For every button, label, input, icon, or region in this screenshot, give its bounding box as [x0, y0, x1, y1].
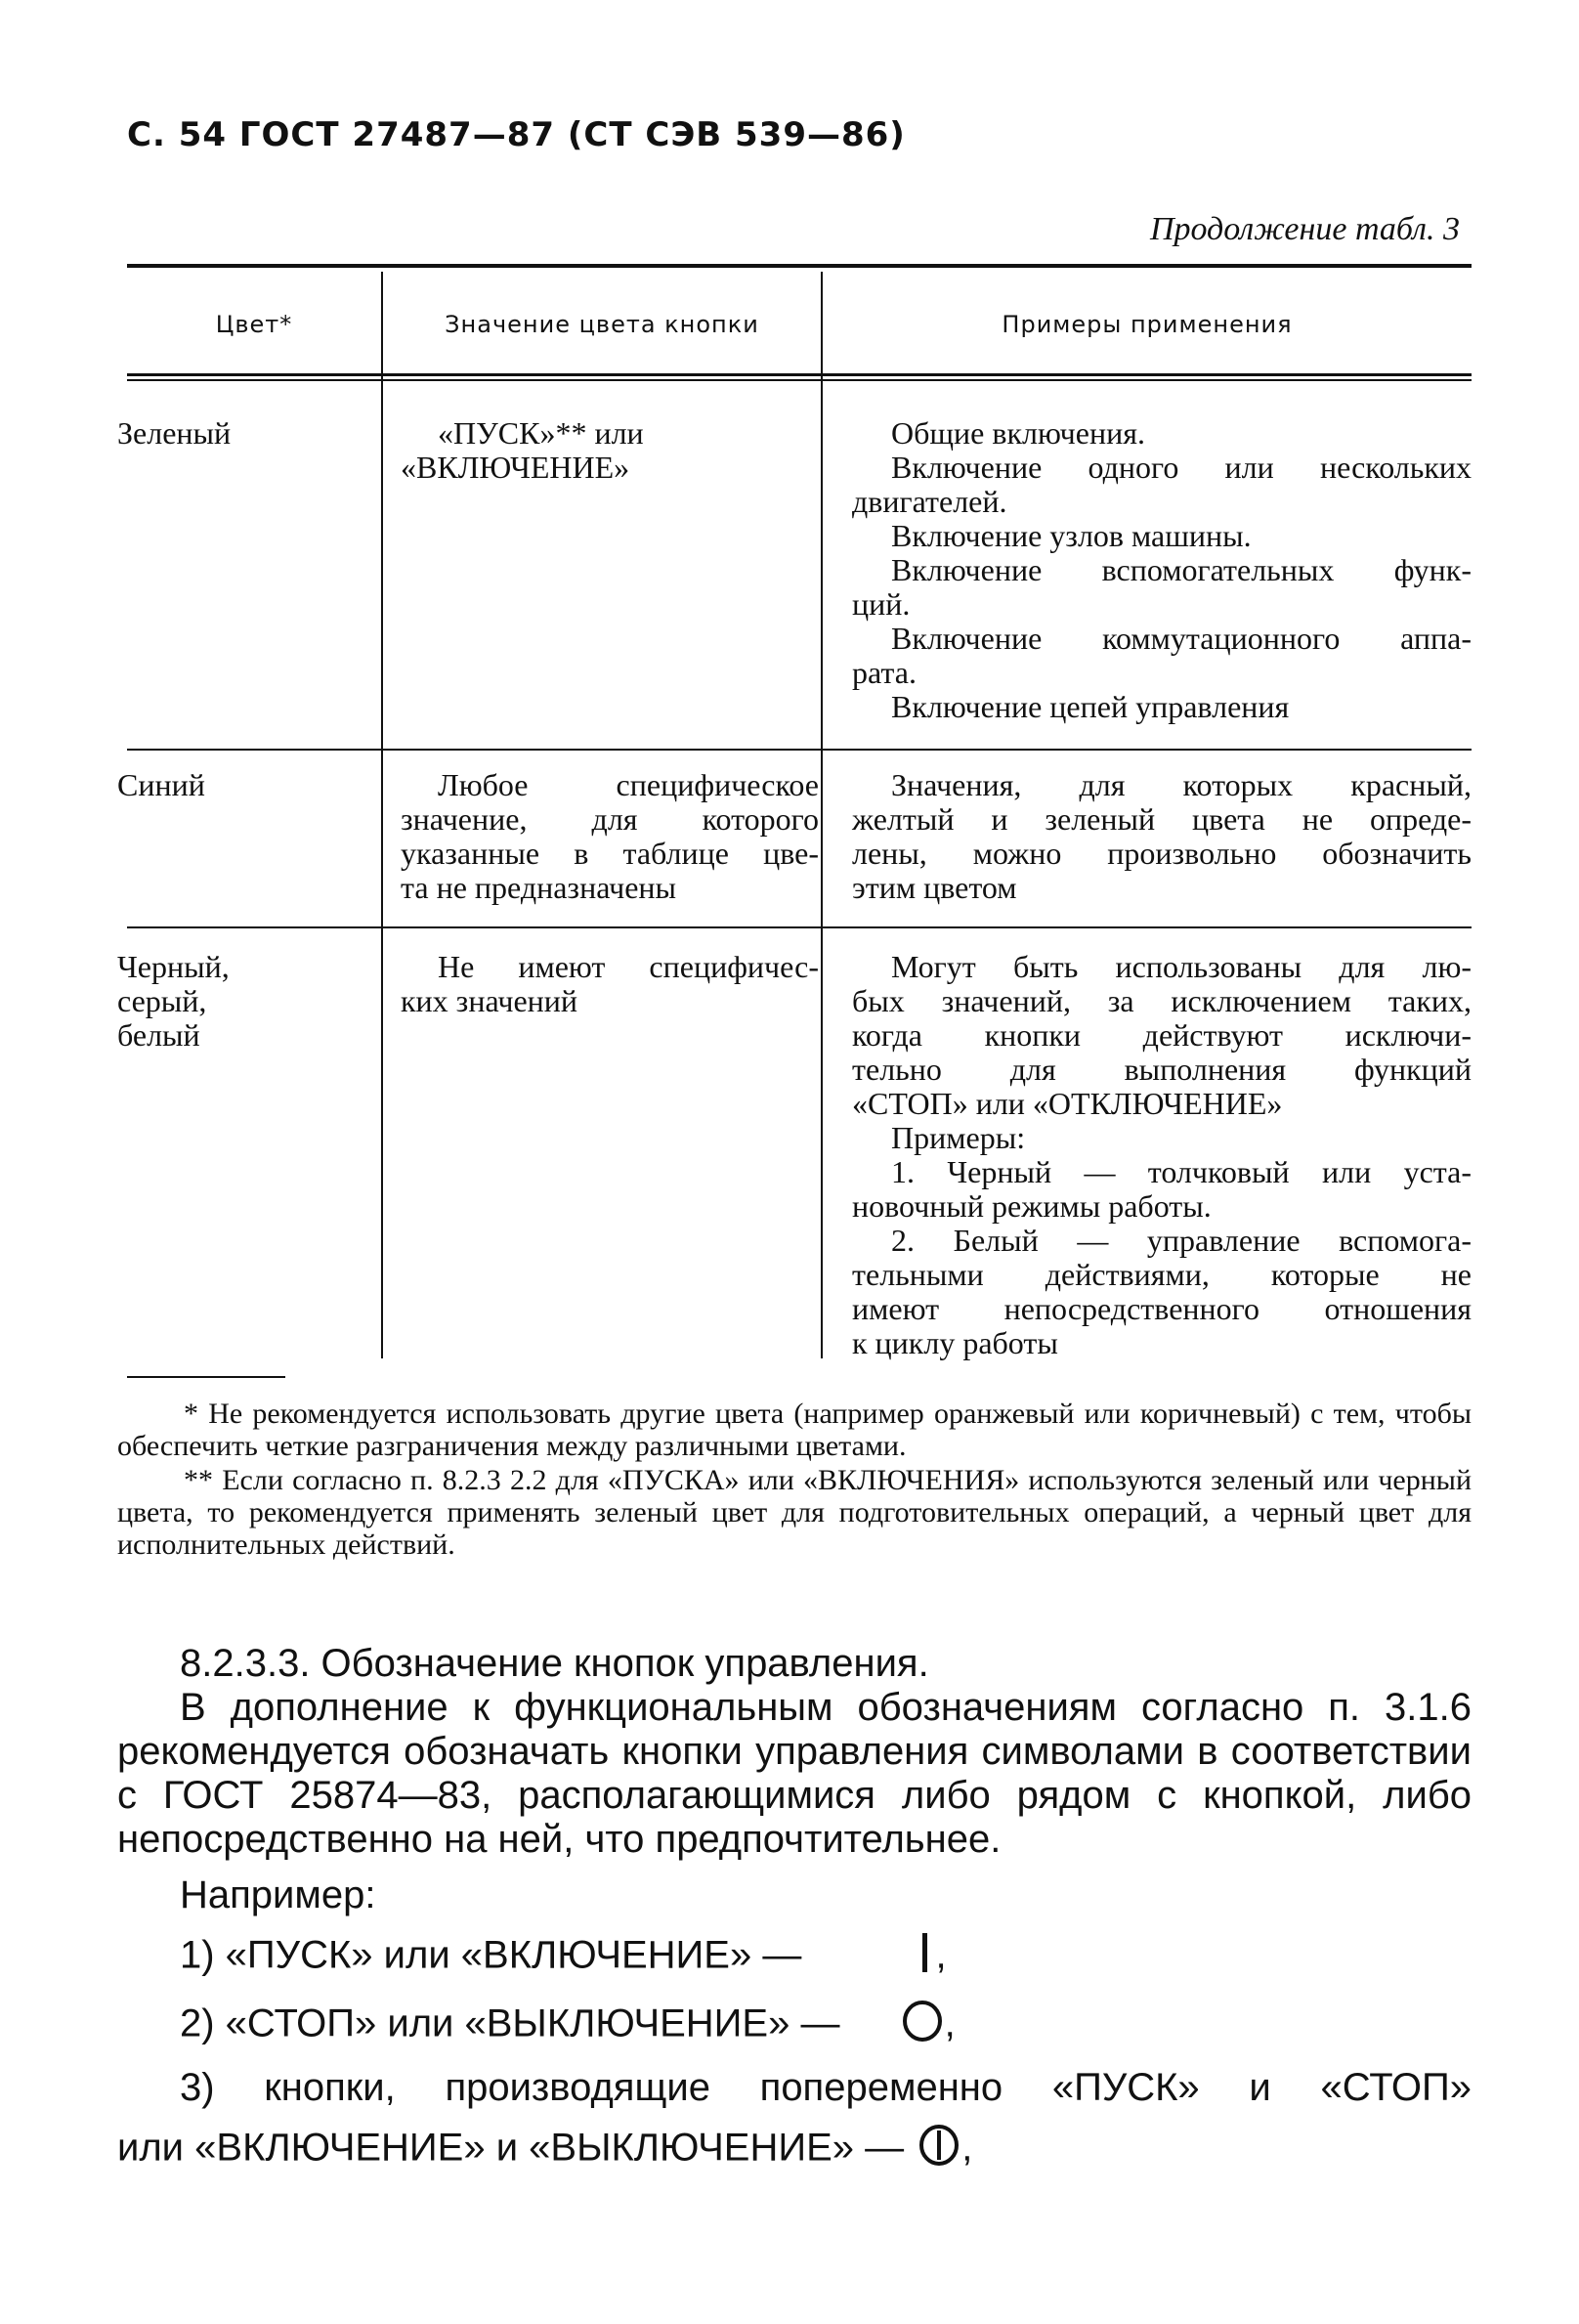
example-line: рата.	[852, 655, 917, 690]
on-off-symbol-icon	[917, 2122, 961, 2178]
example-line: лены, можно произвольно обозначить	[852, 836, 1472, 871]
example-line: новочный режимы работы.	[852, 1188, 1212, 1224]
example-intro: Например:	[180, 1873, 376, 1916]
example-line: к циклу работы	[852, 1325, 1058, 1360]
meaning-line: Любое специфическое	[438, 767, 819, 802]
example-line: Включение узлов машины.	[891, 518, 1252, 553]
example-line: Включение коммутационного аппа-	[891, 621, 1472, 656]
example-line: ций.	[852, 586, 911, 622]
meaning-line: ких значений	[401, 983, 578, 1018]
footnote: ** Если согласно п. 8.2.3 2.2 для «ПУСКА» или «ВКЛЮЧЕНИЯ» используются зеленый или черный цвета, то рекомендуется применять зеленый цвет для подготовительных операций, а черный цвет для исполнительных действий.	[117, 1464, 1472, 1561]
row-black-color	[117, 950, 362, 1053]
page-header: С. 54 ГОСТ 27487—87 (СТ СЭВ 539—86)	[127, 115, 906, 154]
column-header-examples: Примеры применения	[1002, 311, 1293, 338]
row-black-examples	[852, 950, 1472, 1360]
example-line: имеют непосредственного отношения	[852, 1291, 1472, 1326]
section-heading: 8.2.3.3. Обозначение кнопок управления.	[180, 1642, 929, 1685]
separator-comma: ,	[961, 2126, 973, 2170]
section-paragraph: В дополнение к функциональным обозначениям согласно п. 3.1.6 рекомендуется обозначать кнопки управления символами в соответствии с ГОСТ 25874—83, располагающимися либо рядом с кнопкой, либо непосредственно на ней, что предпочтительнее.	[117, 1686, 1472, 1861]
example-line: Могут быть использованы для лю-	[891, 949, 1472, 984]
row-green-color	[117, 416, 362, 451]
example-line: желтый и зеленый цвета не опреде-	[852, 801, 1472, 837]
example-line: двигателей.	[852, 484, 1007, 519]
footnotes	[117, 1398, 1472, 1561]
section-8-2-3-3	[117, 1642, 1472, 2178]
row-divider-2	[127, 926, 1472, 928]
example-item-text: 1) «ПУСК» или «ВКЛЮЧЕНИЕ» —	[180, 1933, 802, 1977]
row-blue-examples	[852, 768, 1472, 905]
row-blue-color	[117, 768, 362, 802]
example-item-text: 2) «СТОП» или «ВЫКЛЮЧЕНИЕ» —	[180, 2001, 840, 2045]
separator-comma: ,	[944, 2001, 956, 2045]
color-label: Черный,	[117, 949, 230, 984]
table-top-rule	[127, 264, 1472, 268]
example-line: этим цветом	[852, 870, 1017, 905]
example-line: 1. Черный — толчковый или уста-	[891, 1154, 1472, 1189]
separator-comma: ,	[935, 1933, 947, 1977]
color-label: белый	[117, 1017, 200, 1053]
meaning-line: «ПУСК»** или	[438, 415, 644, 451]
color-label: Зеленый	[117, 415, 232, 451]
example-item-3-continued	[117, 2122, 1472, 2178]
row-divider-1	[127, 749, 1472, 751]
footnote-rule	[127, 1376, 285, 1378]
example-line: тельно для выполнения функций	[852, 1052, 1472, 1087]
row-green-examples	[852, 416, 1472, 724]
column-divider-1	[381, 272, 383, 1358]
example-line: Включение вспомогательных функ-	[891, 552, 1472, 587]
row-black-meaning	[401, 950, 819, 1018]
column-header-color: Цвет*	[215, 311, 293, 338]
example-line: Значения, для которых красный,	[891, 767, 1472, 802]
off-symbol-icon	[900, 1998, 945, 2054]
example-line: Примеры:	[891, 1120, 1026, 1155]
meaning-line: указанные в таблице цве-	[401, 836, 819, 871]
table-header-rule-second	[127, 379, 1472, 381]
row-blue-meaning	[401, 768, 819, 905]
footnote: * Не рекомендуется использовать другие цвета (например оранжевый или коричневый) с тем, чтобы обеспечить четкие разграничения между различными цветами.	[117, 1398, 1472, 1462]
example-line: Включение цепей управления	[891, 689, 1290, 724]
example-line: Включение одного или нескольких	[891, 450, 1472, 485]
example-line: когда кнопки действуют исключи-	[852, 1017, 1472, 1053]
meaning-line: «ВКЛЮЧЕНИЕ»	[401, 450, 630, 485]
table-caption: Продолжение табл. 3	[1149, 211, 1460, 247]
example-item-2	[117, 1998, 1472, 2054]
color-label: Синий	[117, 767, 205, 802]
example-item-text: или «ВКЛЮЧЕНИЕ» и «ВЫКЛЮЧЕНИЕ» —	[117, 2126, 905, 2170]
column-divider-2	[821, 272, 823, 1358]
example-line: «СТОП» или «ОТКЛЮЧЕНИЕ»	[852, 1086, 1283, 1121]
example-line: Общие включения.	[891, 415, 1145, 451]
example-item-3	[117, 2066, 1472, 2110]
meaning-line: значение, для которого	[401, 801, 819, 837]
meaning-line: Не имеют специфичес-	[438, 949, 819, 984]
color-label: серый,	[117, 983, 207, 1018]
column-header-meaning: Значение цвета кнопки	[445, 311, 759, 338]
on-symbol-icon	[916, 1929, 935, 1986]
meaning-line: та не предназначены	[401, 870, 677, 905]
example-line: 2. Белый — управление вспомога-	[891, 1223, 1472, 1258]
row-green-meaning	[401, 416, 819, 485]
example-line: тельными действиями, которые не	[852, 1257, 1472, 1292]
example-line: бых значений, за исключением таких,	[852, 983, 1472, 1018]
example-item-text: 3) кнопки, производящие попеременно «ПУСК» и «СТОП»	[180, 2066, 1472, 2109]
example-item-1	[117, 1929, 1472, 1986]
table-header-rule	[127, 373, 1472, 376]
